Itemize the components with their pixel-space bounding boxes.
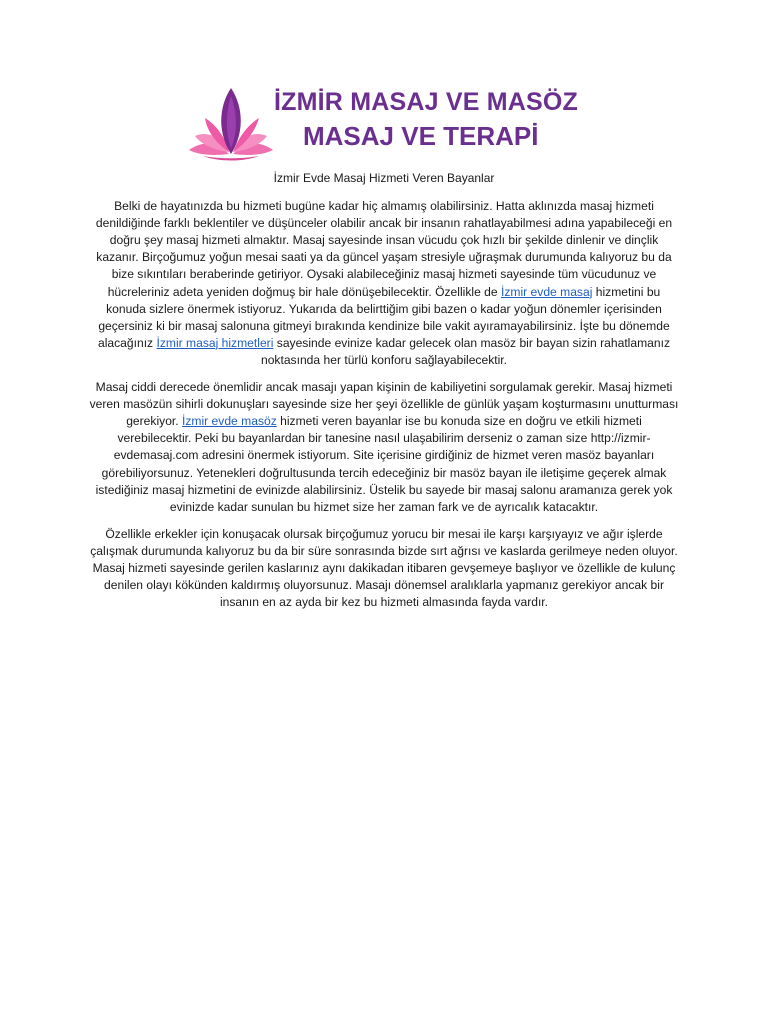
article-body: [88, 170, 680, 621]
paragraph-1-text-b: hizmetini bu konuda sizlere önermek istiyoruz. Yukarıda da belirttiğim gibi bazen o kadar yoğun dönemler içerisinden geçersiniz ki bir masaj salonuna gitmeyi bırakında kendinize bile vakit ayıramayabilirsiniz. İşte bu dönemde alacağınız: [97, 284, 670, 350]
paragraph-2-text-a: Masaj ciddi derecede önemlidir ancak masajı yapan kişinin de kabiliyetini sorgulamak gerekir. Masaj hizmeti veren masözün sihirli dokunuşları sayesinde size her şeyi özellikle de günlük yaşam koşturmasını unutturması gerekiyor.: [89, 380, 679, 429]
paragraph-1: [88, 198, 680, 369]
izmir-masaj-hizmetleri-link[interactable]: İzmir masaj hizmetleri: [156, 335, 274, 350]
paragraph-2-text-b: hizmeti veren bayanlar ise bu konuda size en doğru ve etkili hizmeti verebilecektir. Peki bu bayanlardan bir tanesine nasıl ulaşabilirim derseniz o zaman size http://izmir-evdemasaj.com adresini önermek istiyorum. Site içerisine girdiğiniz de hizmet veren masöz bayanları görebiliyorsunuz. Yetenekleri doğrultusunda tercih edeceğiniz bir masöz bayan ile iletişime geçerek almak istediğiniz masaj hizmetini de evinizde alabilirsiniz. Üstelik bu sayede bir masaj salonu aramanıza gerek yok evinizde kadar sunulan bu hizmet size her zaman fark ve de ayrıcalık katacaktır.: [95, 414, 673, 514]
article-title: İzmir Evde Masaj Hizmeti Veren Bayanlar: [273, 171, 495, 185]
lotus-flower-icon: [183, 82, 279, 164]
paragraph-2: [88, 379, 680, 516]
logo-subtitle: MASAJ VE TERAPİ: [303, 121, 539, 151]
logo-title: İZMİR MASAJ VE MASÖZ: [274, 88, 579, 116]
paragraph-3: Özellikle erkekler için konuşacak olursak birçoğumuz yorucu bir mesai ile karşı karşıyayız ve ağır işlerde çalışmak durumunda kalıyoruz bu da bir süre sonrasında bizde sırt ağrısı ve kaslarda gerilmeye neden oluyor. Masaj hizmeti sayesinde gerilen kaslarınız aynı dakikadan itibaren gevşemeye başlıyor ve özellikle de kulunç denilen olayı kökünden kaldırmış oluyorsunuz. Masajı dönemsel aralıklarla yapmanız gerekiyor ancak bir insanın en az ayda bir kez bu hizmeti almasında fayda vardır.: [90, 526, 678, 610]
paragraph-1-text-a: Belki de hayatınızda bu hizmeti bugüne kadar hiç almamış olabilirsiniz. Hatta aklınızda masaj hizmeti denildiğinde farklı beklentiler ve düşünceler olabilir ancak bir insanın rahatlayabilmesi adına yapabileceği en doğru şey masaj hizmeti almaktır. Masaj sayesinde insan vücudu çok hızlı bir şekilde dinlenir ve dinçlik kazanır. Birçoğumuz yoğun mesai saati ya da güncel yaşam stresiyle uğraşmak durumunda kalıyoruz bu da bize sıkıntıları beraberinde getiriyor. Oysaki alabileceğiniz masaj hizmeti sayesinde tüm vücudunuz ve hücreleriniz adeta yeniden doğmuş bir hale dönüşebilecektir. Özellikle de: [95, 199, 673, 299]
izmir-evde-masoz-link[interactable]: İzmir evde masöz: [182, 414, 277, 429]
logo: [183, 82, 588, 164]
izmir-evde-masaj-link[interactable]: İzmir evde masaj: [500, 284, 593, 299]
paragraph-1-text-c: sayesinde evinize kadar gelecek olan masöz bir bayan sizin rahatlamanız noktasında her türlü konforu sağlayabilecektir.: [260, 335, 671, 367]
